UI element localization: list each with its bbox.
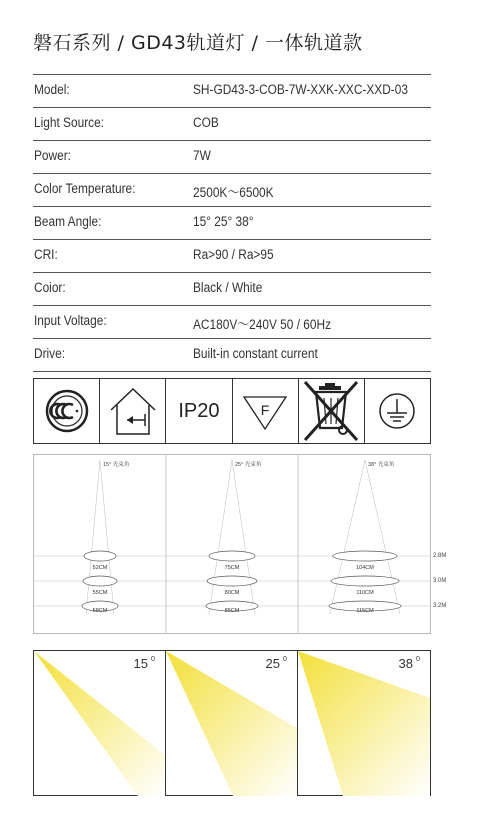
spec-label: Beam Angle: xyxy=(34,214,102,229)
spec-label: Color Temperature: xyxy=(34,181,136,196)
beam-angle-label: 38° 光束角 xyxy=(368,462,395,468)
spec-row-color-temperature xyxy=(33,173,431,206)
beam-diameter-label: 58CM xyxy=(92,608,108,614)
spec-label: Drive: xyxy=(34,346,66,361)
angle-label: 15 xyxy=(133,656,148,671)
distance-label: 3.0M xyxy=(433,578,447,584)
beam-ellipse xyxy=(331,576,399,586)
beam-ellipse xyxy=(84,551,116,561)
spec-value: COB xyxy=(193,115,219,130)
spec-label: Power: xyxy=(34,148,71,163)
angle-label: 25 xyxy=(265,656,280,671)
beam-diameter-label: 115CM xyxy=(356,608,374,614)
beam-ellipse xyxy=(333,551,397,561)
distance-labels xyxy=(433,0,481,833)
spec-label: CRI: xyxy=(34,247,58,262)
beam-diameter-label: 85CM xyxy=(224,608,240,614)
spec-value: 15° 25° 38° xyxy=(193,214,254,229)
spec-row-model xyxy=(33,74,431,107)
spec-label: Coior: xyxy=(34,280,66,295)
ground-symbol-icon xyxy=(365,379,430,443)
distance-label: 2.8M xyxy=(433,553,447,559)
beam-column-25 xyxy=(206,460,261,614)
angle-panel-15 xyxy=(34,651,166,797)
beam-diameter-label: 104CM xyxy=(356,565,374,571)
f-mark-icon xyxy=(233,379,299,443)
beam-ellipse xyxy=(207,576,257,586)
beam-angle-label: 25° 光束角 xyxy=(235,462,262,468)
spec-row-power xyxy=(33,140,431,173)
beam-diagram xyxy=(33,454,431,634)
beam-ellipse xyxy=(209,551,255,561)
beam-angle-panels xyxy=(33,650,431,796)
spec-value: Built-in constant current xyxy=(193,346,318,361)
spec-table xyxy=(33,74,431,372)
page-title: 磐石系列 / GD43轨道灯 / 一体轨道款 xyxy=(33,32,363,54)
beam-diameter-label: 110CM xyxy=(356,590,374,596)
spec-row-light-source xyxy=(33,107,431,140)
indoor-use-icon xyxy=(100,379,166,443)
spec-row-cri xyxy=(33,239,431,272)
certification-strip xyxy=(33,378,431,444)
angle-label-sup: 0 xyxy=(283,656,287,663)
beam-diameter-label: 55CM xyxy=(92,590,108,596)
spec-row-color xyxy=(33,272,431,305)
spec-value: Ra>90 / Ra>95 xyxy=(193,247,274,262)
ip20-label: IP20 xyxy=(178,399,220,422)
distance-label: 3.2M xyxy=(433,603,447,609)
f-mark-label: F xyxy=(260,402,270,418)
angle-panel-38 xyxy=(298,651,431,797)
angle-label-sup: 0 xyxy=(151,656,155,663)
ip20-rating xyxy=(166,379,232,443)
spec-label: Model: xyxy=(34,82,70,97)
angle-label: 38 xyxy=(398,656,413,671)
spec-label: Input Voltage: xyxy=(34,313,107,328)
weee-crossed-bin-icon xyxy=(299,379,365,443)
spec-value: 2500K～6500K xyxy=(193,185,274,200)
spec-label: Light Source: xyxy=(34,115,105,130)
angle-panel-25 xyxy=(166,651,298,797)
beam-column-15 xyxy=(82,460,129,614)
spec-value: SH-GD43-3-COB-7W-XXK-XXC-XXD-03 xyxy=(193,82,408,97)
spec-value: 7W xyxy=(193,148,211,163)
beam-column-38 xyxy=(329,460,401,614)
spec-row-input-voltage xyxy=(33,305,431,338)
spec-value: Black / White xyxy=(193,280,263,295)
beam-diameter-label: 80CM xyxy=(224,590,240,596)
ccc-mark-icon xyxy=(34,379,100,443)
beam-angle-label: 15° 光束角 xyxy=(103,462,130,468)
spec-value: AC180V～240V 50 / 60Hz xyxy=(193,317,332,332)
beam-ellipse xyxy=(83,576,117,586)
spec-row-drive xyxy=(33,338,431,372)
beam-diameter-label: 75CM xyxy=(224,565,240,571)
spec-row-beam-angle xyxy=(33,206,431,239)
angle-label-sup: 0 xyxy=(416,656,420,663)
beam-diameter-label: 52CM xyxy=(92,565,108,571)
